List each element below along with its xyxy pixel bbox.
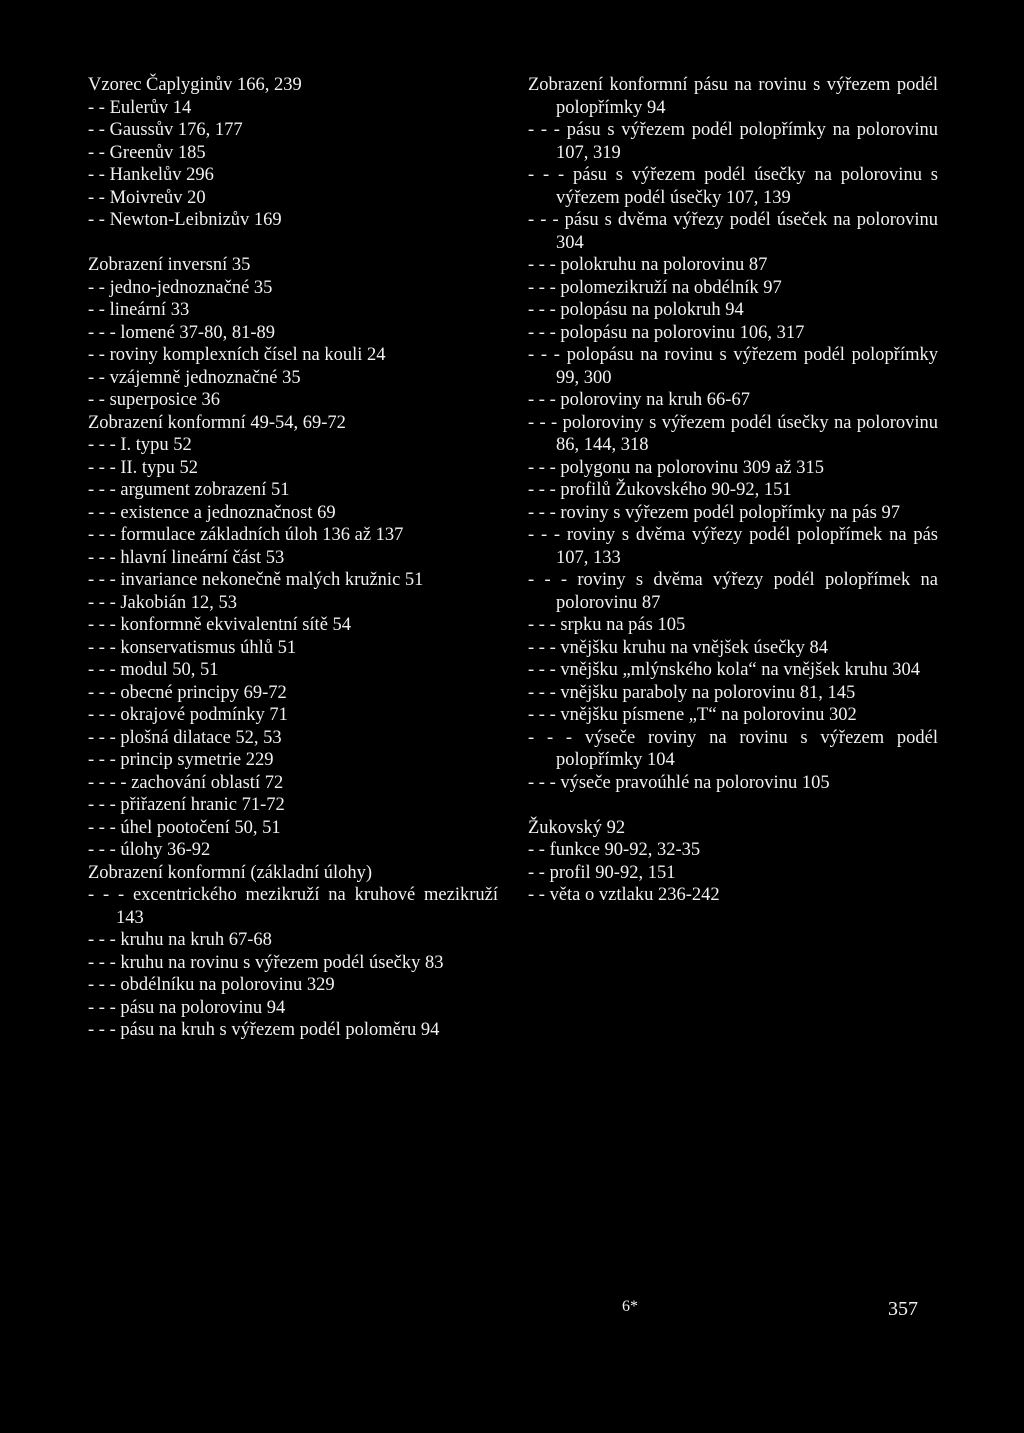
printer-signature-mark: 6* [622,1298,638,1315]
index-entry: - - - pásu na kruh s výřezem podél poloměru 94 [88,1020,440,1040]
index-entry: Zobrazení konformní pásu na rovinu s výřezem podél polopřímky 94 [528,75,938,118]
index-entry: - - - polokruhu na polorovinu 87 [528,255,768,275]
index-entry: - - - profilů Žukovského 90-92, 151 [528,480,792,500]
index-entry: - - vzájemně jednoznačné 35 [88,367,301,388]
index-entry: - - Moivreův 20 [88,187,206,208]
index-entry: - - superposice 36 [88,390,221,410]
index-entry: - - - poloroviny s výřezem podél úsečky na polorovinu 86, 144, 318 [528,412,938,455]
index-entry: - - - vnějšku paraboly na polorovinu 81, 145 [528,682,856,703]
index-entry: - - - II. typu 52 [88,457,198,478]
index-entry: - - - pásu s dvěma výřezy podél úseček na polorovinu 304 [528,210,938,253]
index-entry: - - Hankelův 296 [88,165,214,185]
index-entry: Vzorec Čaplyginův 166, 239 [88,75,302,95]
index-entry: Zobrazení konformní 49-54, 69-72 [88,412,346,433]
index-entry: - - - polopásu na polorovinu 106, 317 [528,322,805,343]
index-entry: - - - konformně ekvivalentní sítě 54 [88,615,352,635]
index-entry: - - - obdélníku na polorovinu 329 [88,975,335,995]
index-entry: - - - roviny s dvěma výřezy podél polopřímek na pás 107, 133 [528,525,938,568]
index-entry: - - - plošná dilatace 52, 53 [88,727,282,748]
index-entry: - - - polomezikruží na obdélník 97 [528,277,782,298]
index-entry: - - - pásu s výřezem podél úsečky na polorovinu s výřezem podél úsečky 107, 139 [528,165,938,208]
index-entry: - - - polopásu na rovinu s výřezem podél polopřímky 99, 300 [528,345,938,388]
index-entry: - - profil 90-92, 151 [528,862,676,883]
index-column-right [528,74,938,907]
index-entry: - - - hlavní lineární část 53 [88,547,285,568]
index-entry: - - roviny komplexních čísel na kouli 24 [88,345,386,365]
index-entry: - - - - zachování oblastí 72 [88,772,284,793]
index-entry: - - - formulace základních úloh 136 až 137 [88,525,404,545]
index-entry: - - - lomené 37-80, 81-89 [88,322,276,343]
index-entry: - - - argument zobrazení 51 [88,480,290,500]
index-entry: - - - vnějšku kruhu na vnějšek úsečky 84 [528,637,829,658]
index-entry: - - - úhel pootočení 50, 51 [88,817,281,838]
index-entry: - - Greenův 185 [88,142,206,163]
index-entry: - - - polygonu na polorovinu 309 až 315 [528,457,824,478]
index-entry: - - Eulerův 14 [88,97,192,118]
index-entry: - - - vnějšku písmene „T“ na polorovinu 302 [528,705,857,725]
index-entry: - - - úlohy 36-92 [88,840,211,860]
index-entry: - - - kruhu na kruh 67-68 [88,930,272,950]
index-entry: - - - přiřazení hranic 71-72 [88,795,285,815]
index-section-gap [528,794,938,817]
index-entry: - - - kruhu na rovinu s výřezem podél úsečky 83 [88,952,444,973]
index-entry: - - - poloroviny na kruh 66-67 [528,390,750,410]
index-entry: - - - výseče roviny na rovinu s výřezem podél polopřímky 104 [528,727,938,770]
index-entry: - - - I. typu 52 [88,435,192,455]
index-entry: - - - srpku na pás 105 [528,615,686,635]
index-entry: - - - Jakobián 12, 53 [88,592,237,613]
index-entry: - - - polopásu na polokruh 94 [528,300,744,320]
index-entry: - - - princip symetrie 229 [88,750,274,770]
index-entry: - - Gaussův 176, 177 [88,120,243,140]
index-entry: Žukovský 92 [528,817,626,838]
index-entry: - - jedno-jednoznačné 35 [88,277,273,298]
index-entry: - - - obecné principy 69-72 [88,682,287,703]
page-footer [0,1298,1024,1328]
index-entry: - - - vnějšku „mlýnského kola“ na vnějšek kruhu 304 [528,660,921,680]
index-entry: - - - konservatismus úhlů 51 [88,637,297,658]
index-entry: - - Newton-Leibnizův 169 [88,210,282,230]
index-entry: - - - pásu na polorovinu 94 [88,997,286,1018]
index-entry: Zobrazení konformní (základní úlohy) [88,862,373,883]
index-column-left [88,74,498,1042]
index-entry: - - - pásu s výřezem podél polopřímky na polorovinu 107, 319 [528,120,938,163]
index-entry: - - funkce 90-92, 32-35 [528,840,701,860]
index-entry: - - - invariance nekonečně malých kružnic 51 [88,570,424,590]
index-entry: - - - excentrického mezikruží na kruhové mezikruží 143 [88,885,498,928]
index-entry: - - - modul 50, 51 [88,660,219,680]
index-entry: Zobrazení inversní 35 [88,255,251,275]
index-entry: - - lineární 33 [88,300,190,320]
index-entry: - - - existence a jednoznačnost 69 [88,502,336,523]
index-entry: - - věta o vztlaku 236-242 [528,885,720,905]
index-entry: - - - výseče pravoúhlé na polorovinu 105 [528,772,830,793]
index-entry: - - - okrajové podmínky 71 [88,705,288,725]
index-section-gap [88,232,498,255]
index-entry: - - - roviny s dvěma výřezy podél polopřímek na polorovinu 87 [528,570,938,613]
page-number: 357 [888,1298,918,1320]
index-entry: - - - roviny s výřezem podél polopřímky na pás 97 [528,502,900,523]
